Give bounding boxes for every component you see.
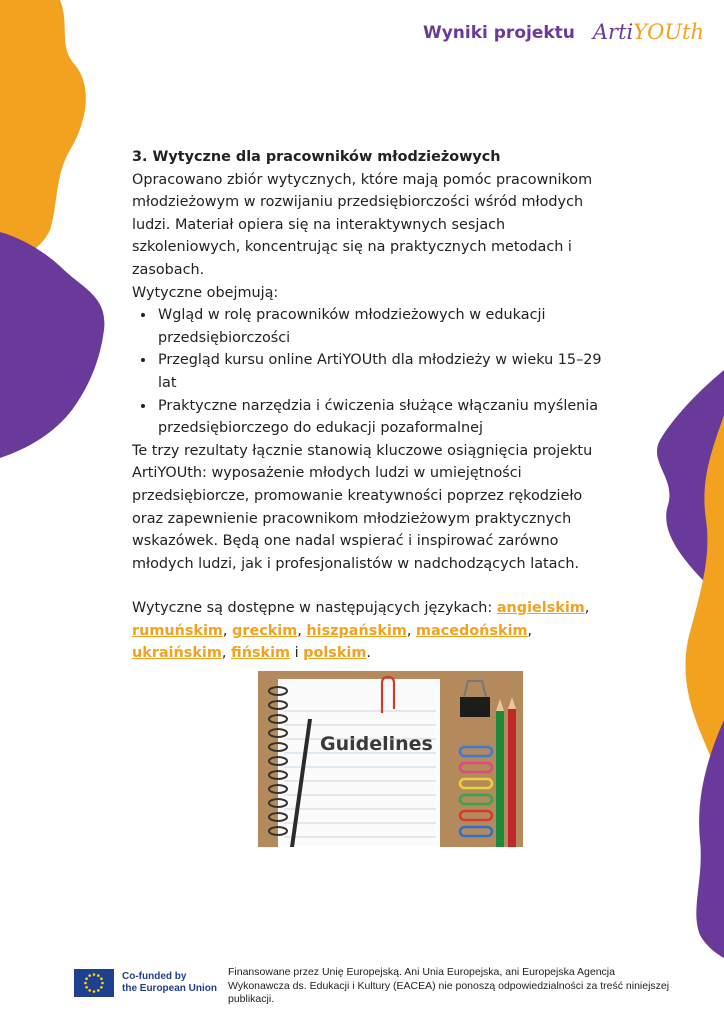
- eu-cofunded-logo: [74, 969, 217, 997]
- link-language-finnish[interactable]: fińskim: [231, 645, 291, 662]
- list-intro: Wytyczne obejmują:: [132, 284, 279, 301]
- orange-paint-drip: [38, 0, 49, 55]
- orange-paint-stroke-top-left: [0, 0, 86, 262]
- artiyouth-logo: [593, 22, 704, 43]
- link-language-spanish[interactable]: hiszpańskim: [306, 622, 407, 639]
- eu-cofunded-text: Co-funded by the European Union: [122, 971, 217, 994]
- link-language-english[interactable]: angielskim: [496, 600, 585, 617]
- green-pencil-icon: [496, 711, 504, 847]
- link-language-polish[interactable]: polskim: [303, 645, 367, 662]
- purple-paint-stroke-right: [657, 370, 724, 600]
- link-language-greek[interactable]: greckim: [232, 622, 298, 639]
- link-language-romanian[interactable]: rumuńskim: [132, 622, 223, 639]
- page-header: [423, 22, 704, 43]
- logo-part-youth: YOUth: [633, 20, 704, 44]
- header-title: Wyniki projektu: [422, 22, 575, 43]
- main-content: [132, 146, 607, 665]
- red-pencil-icon: [508, 709, 516, 847]
- list-item: • Przegląd kursu online ArtiYOUth dla młodzieży w wieku 15–29 lat: [156, 349, 607, 394]
- guidelines-photo: [258, 671, 523, 847]
- purple-paint-stroke-left: [0, 232, 104, 458]
- note-text: Guidelines: [320, 733, 433, 755]
- eu-flag-icon: [74, 969, 114, 997]
- orange-paint-stroke-right: [685, 415, 724, 792]
- binder-clip-icon: [460, 697, 490, 717]
- purple-paint-stroke-bottom-right: [696, 720, 724, 958]
- link-language-macedonian[interactable]: macedońskim: [416, 622, 528, 639]
- summary-paragraph: Te trzy rezultaty łącznie stanowią kluczowe osiągnięcia projektu ArtiYOUth: wyposażenie młodych ludzi w umiejętności przedsiębiorcze, promowanie kreatywności poprzez rękodzieło oraz zapewnienie pracownikom młodzieżowym praktycznych wskazówek. Będą one nadal wspierać i inspirować zarówno młodych ludzi, jak i profesjonalistów w nadchodzących latach.: [132, 442, 593, 572]
- languages-paragraph: Wytyczne są dostępne w następujących językach: angielskim, rumuńskim, greckim, hiszpańskim, macedońskim, ukraińskim, fińskim i polskim.: [132, 600, 590, 662]
- guidelines-bullet-list: [132, 304, 607, 440]
- languages-intro: Wytyczne są dostępne w następujących językach:: [132, 600, 497, 617]
- list-item: • Praktyczne narzędzia i ćwiczenia służące włączaniu myślenia przedsiębiorczego do edukacji pozaformalnej: [156, 395, 607, 440]
- logo-part-arti: Arti: [592, 20, 634, 44]
- section-heading: 3. Wytyczne dla pracowników młodzieżowych: [132, 149, 501, 165]
- list-item: • Wgląd w rolę pracowników młodzieżowych w edukacji przedsiębiorczości: [156, 304, 607, 349]
- footer-disclaimer: Finansowane przez Unię Europejską. Ani Unia Europejska, ani Europejska Agencja Wykonawcza ds. Edukacji i Kultury (EACEA) nie ponoszą odpowiedzialności za treść niniejszej publikacji.: [228, 966, 670, 1005]
- intro-paragraph: Opracowano zbiór wytycznych, które mają pomóc pracownikom młodzieżowym w rozwijaniu przedsiębiorczości wśród młodych ludzi. Materiał opiera się na interaktywnych sesjach szkoleniowych, koncentrując się na praktycznych metodach i zasobach.: [132, 171, 593, 278]
- link-language-ukrainian[interactable]: ukraińskim: [132, 645, 222, 662]
